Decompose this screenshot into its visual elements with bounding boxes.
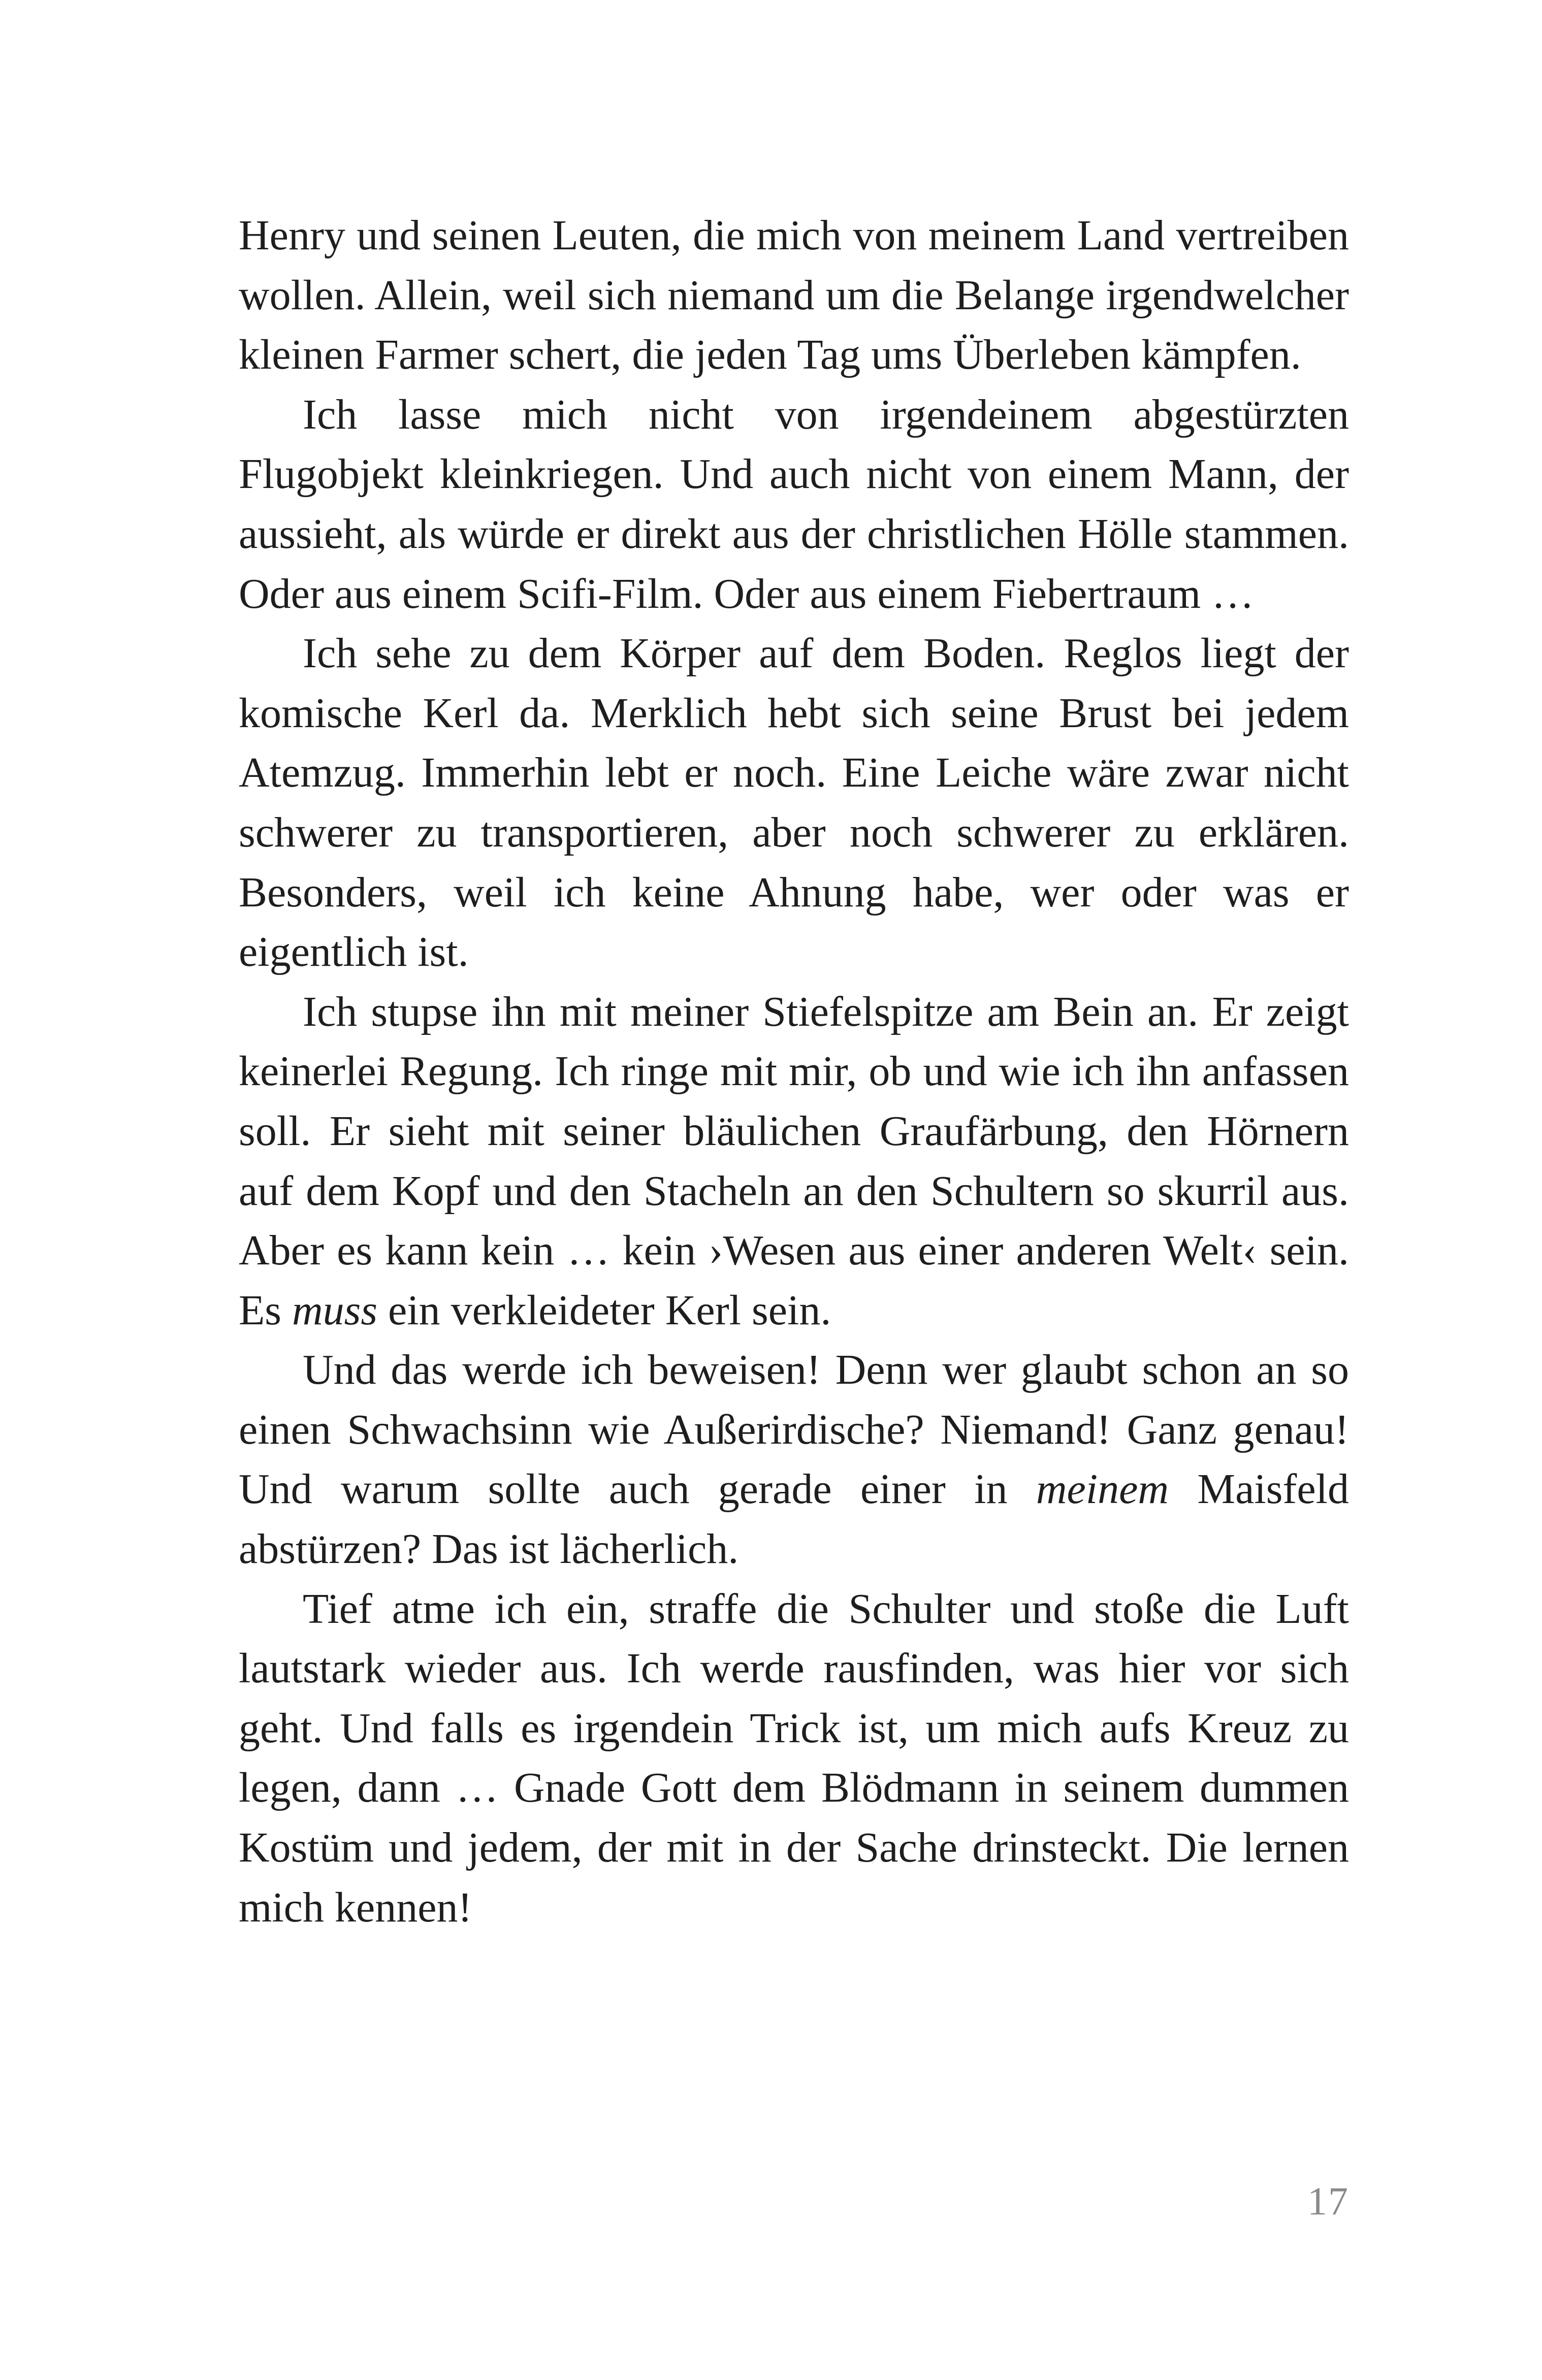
paragraph-text: Ich stupse ihn mit meiner Stiefelspitze am Bein an. Er zeigt keinerlei Regung. Ich ringe mit mir, ob und wie ich ihn anfassen soll. Er sieht mit seiner bläulichen Graufärbung, den Hörnern auf dem Kopf und den Stacheln an den Schultern so skurril aus. Aber es kann kein … kein ›Wesen aus einer anderen Welt‹ sein. Es — [239, 988, 1349, 1334]
paragraph — [239, 1340, 1349, 1579]
paragraph — [239, 982, 1349, 1341]
paragraph-text: ein verkleideter Kerl sein. — [377, 1286, 831, 1334]
paragraph — [239, 206, 1349, 385]
paragraph-text: Henry und seinen Leuten, die mich von meinem Land vertreiben wollen. Allein, weil sich niemand um die Belange irgendwelcher kleinen Farmer schert, die jeden Tag ums Überleben kämpfen. — [239, 212, 1349, 379]
paragraph-text: Ich lasse mich nicht von irgendeinem abgestürzten Flugobjekt kleinkriegen. Und auch nicht von einem Mann, der aussieht, als würde er direkt aus der christlichen Hölle stammen. Oder aus einem Scifi-Film. Oder aus einem Fiebertraum … — [239, 390, 1349, 617]
paragraph — [239, 624, 1349, 982]
emphasized-word: meinem — [1036, 1465, 1169, 1513]
paragraph — [239, 1579, 1349, 1938]
paragraph-text: Und das werde ich beweisen! Denn wer glaubt schon an so einen Schwachsinn wie Außerirdische? Niemand! Ganz genau! Und warum sollte auch gerade einer in — [239, 1346, 1349, 1513]
paragraph-text: Tief atme ich ein, straffe die Schulter und stoße die Luft lautstark wieder aus. Ich werde rausfinden, was hier vor sich geht. Und falls es irgendein Trick ist, um mich aufs Kreuz zu legen, dann … Gnade Gott dem Blödmann in seinem dummen Kostüm und jedem, der mit in der Sache drinsteckt. Die lernen mich kennen! — [239, 1585, 1349, 1931]
page-number: 17 — [1307, 2179, 1349, 2223]
body-text — [239, 206, 1349, 1937]
emphasized-word: muss — [292, 1286, 378, 1334]
paragraph-text: Maisfeld abstürzen? Das ist lächerlich. — [239, 1465, 1350, 1573]
paragraph — [239, 385, 1349, 624]
paragraph-text: Ich sehe zu dem Körper auf dem Boden. Reglos liegt der komische Kerl da. Merklich hebt sich seine Brust bei jedem Atemzug. Immerhin lebt er noch. Eine Leiche wäre zwar nicht schwerer zu transportieren, aber noch schwerer zu erklären. Besonders, weil ich keine Ahnung habe, wer oder was er eigentlich ist. — [239, 630, 1349, 976]
